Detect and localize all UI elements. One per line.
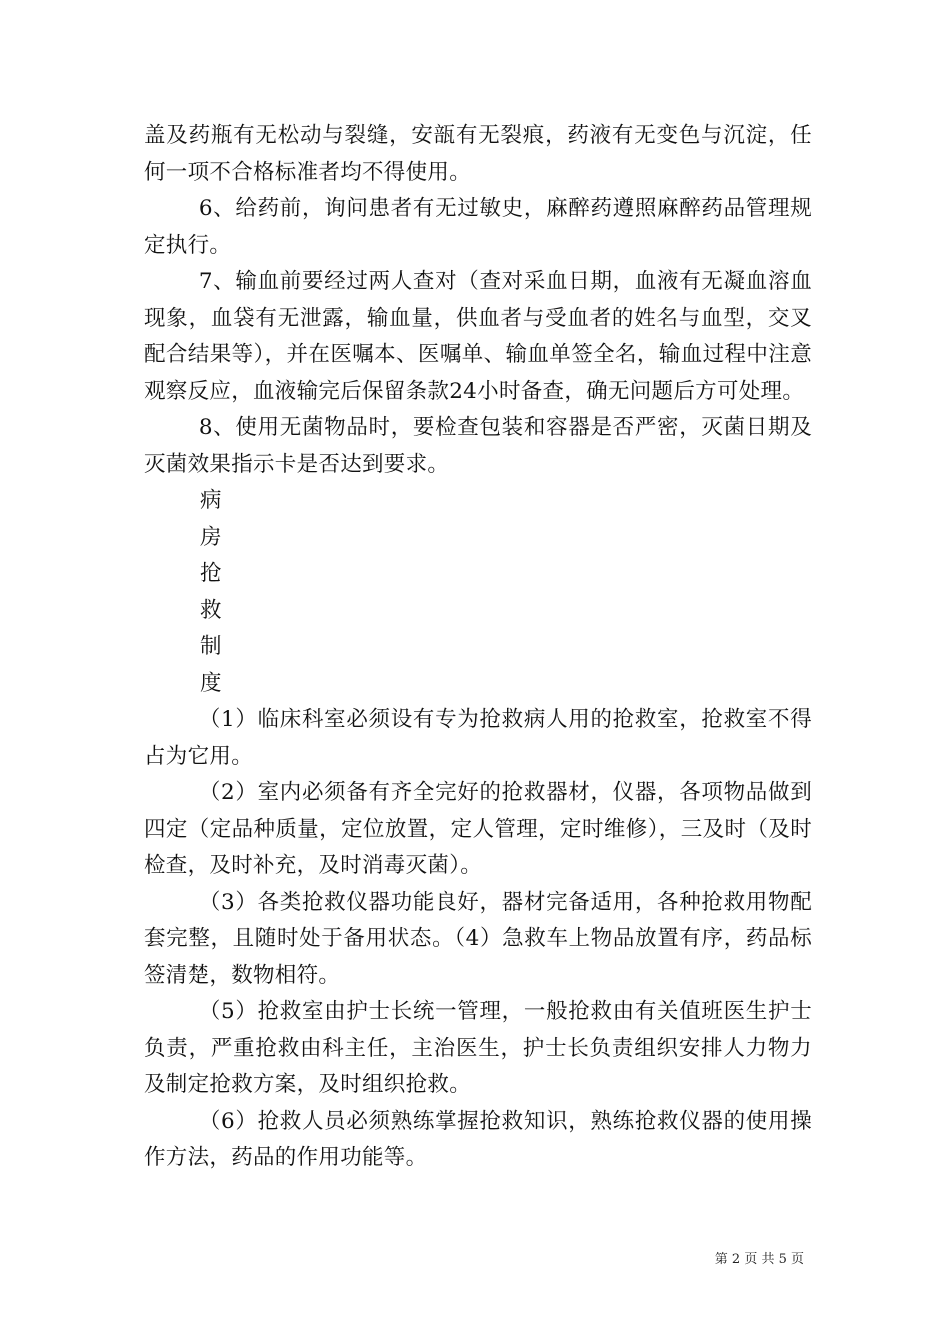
section-title-char: 救 <box>200 597 222 623</box>
paragraph-continuation: 盖及药瓶有无松动与裂缝，安瓿有无裂痕，药液有无变色与沉淀，任何一项不合格标准者均不得使用。 <box>144 123 812 185</box>
rule-item-1: （1）临床科室必须设有专为抢救病人用的抢救室，抢救室不得占为它用。 <box>144 707 812 769</box>
section-title-char: 房 <box>200 524 222 550</box>
rule-item-6: （6）抢救人员必须熟练掌握抢救知识，熟练抢救仪器的使用操作方法，药品的作用功能等。 <box>144 1108 812 1170</box>
paragraph-item-6: 6、给药前，询问患者有无过敏史，麻醉药遵照麻醉药品管理规定执行。 <box>144 196 812 258</box>
section-title-vertical <box>144 483 226 702</box>
section-title-char: 病 <box>200 488 222 513</box>
rule-item-3-4: （3）各类抢救仪器功能良好，器材完备适用，各种抢救用物配套完整，且随时处于备用状态。（4）急救车上物品放置有序，药品标签清楚，数物相符。 <box>144 889 812 988</box>
paragraph-item-7: 7、输血前要经过两人查对（查对采血日期，血液有无凝血溶血现象，血袋有无泄露，输血量，供血者与受血者的姓名与血型，交叉配合结果等），并在医嘱本、医嘱单、输血单签全名，输血过程中注意观察反应，血液输完后保留条款24小时备查，确无问题后方可处理。 <box>144 269 812 404</box>
document-body <box>144 118 812 1177</box>
paragraph-item-8: 8、使用无菌物品时，要检查包装和容器是否严密，灭菌日期及灭菌效果指示卡是否达到要求。 <box>144 415 812 477</box>
rule-item-2: （2）室内必须备有齐全完好的抢救器材，仪器，各项物品做到四定（定品种质量，定位放置，定人管理，定时维修），三及时（及时检查，及时补充，及时消毒灭菌）。 <box>144 780 812 878</box>
section-title-char: 度 <box>200 670 222 696</box>
section-title-char: 抢 <box>200 561 222 586</box>
page-number-footer: 第 2 页 共 5 页 <box>714 1252 804 1267</box>
rule-item-5: （5）抢救室由护士长统一管理，一般抢救由有关值班医生护士负责，严重抢救由科主任，主治医生，护士长负责组织安排人力物力及制定抢救方案，及时组织抢救。 <box>144 999 812 1097</box>
section-title-char: 制 <box>200 634 222 659</box>
